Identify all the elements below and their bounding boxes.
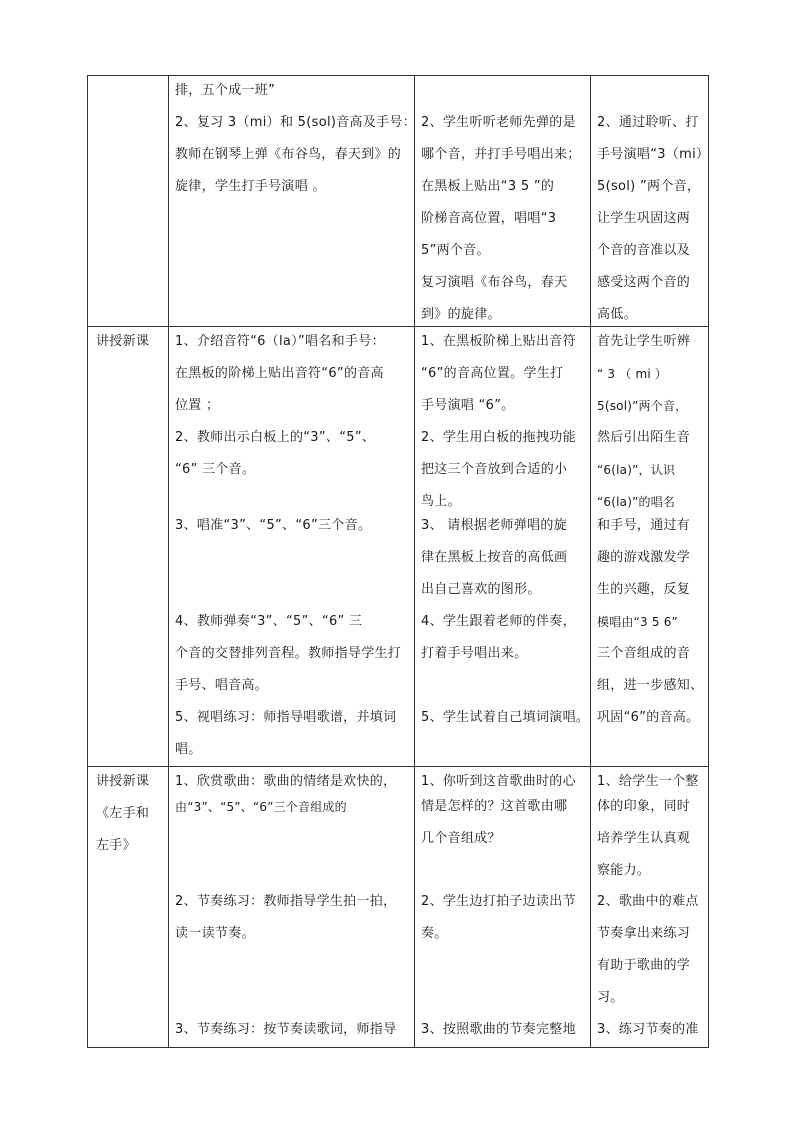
text-line: 在黑板上贴出“3 5 ”的 (421, 179, 555, 194)
table-row (88, 767, 709, 1048)
text-line: 手号、唱音高。 (175, 678, 269, 693)
text-line: 5”两个音。 (421, 243, 490, 258)
text-line: 让学生巩固这两 (597, 211, 691, 226)
text-line: 1、欣赏歌曲：歌曲的情绪是欢快的， (175, 774, 397, 789)
text-line: 由“3”、“5”、“6”三个音组成的 (175, 800, 347, 814)
text-line: 生的兴趣，反复 (597, 582, 691, 597)
text-line: 2、歌曲中的难点 (597, 894, 699, 909)
text-line: 奏。 (421, 926, 448, 941)
text-line: 然后引出陌生音 (597, 430, 691, 445)
design-intent-cell (591, 76, 709, 327)
text-line: 节奏拿出来练习 (597, 926, 691, 941)
text-line: 组，进一步感知、 (597, 678, 704, 693)
text-line: 趣的游戏激发学 (597, 550, 691, 565)
text-line: 5、视唱练习：师指导唱歌谱，并填词 (175, 710, 397, 725)
text-line: 3、练习节奏的准 (597, 1022, 699, 1037)
stage-cell (88, 327, 169, 767)
text-line: 习。 (597, 990, 624, 1005)
text-line: 《左手和 (96, 806, 150, 821)
text-line: 几个音组成？ (421, 831, 501, 846)
text-line: 出自己喜欢的图形。 (421, 582, 541, 597)
text-line: 读一读节奏。 (175, 926, 255, 941)
text-line: 5(sol) ”两个音， (597, 179, 701, 194)
text-line: 高低。 (597, 307, 637, 322)
text-line: 体的印象，同时 (597, 799, 691, 814)
text-line: 律在黑板上按音的高低画 (421, 550, 568, 565)
student-activity-cell (415, 767, 591, 1048)
text-line: 2、复习 3（mi）和 5(sol)音高及手号： (175, 115, 417, 130)
text-line: 培养学生认真观 (597, 831, 691, 846)
table-row (88, 327, 709, 767)
text-line: 1、给学生一个整 (597, 774, 699, 789)
text-line: 3、节奏练习：按节奏读歌词，师指导 (175, 1022, 397, 1037)
stage-cell (88, 767, 169, 1048)
teacher-activity-cell (169, 327, 415, 767)
text-line: 把这三个音放到合适的小 (421, 462, 568, 477)
lesson-plan-table (87, 75, 709, 1048)
text-line: 模唱由“3 5 6” (597, 615, 678, 629)
text-line: 在黑板的阶梯上贴出音符“6”的音高 (175, 366, 384, 381)
text-line: 唱。 (175, 742, 202, 757)
text-line: 2、学生用白板的拖拽功能 (421, 430, 576, 445)
text-line: 情是怎样的？这首歌由哪 (421, 799, 568, 814)
text-line: 打着手号唱出来。 (421, 646, 528, 661)
text-line: 1、介绍音符“6（la）”唱名和手号： (175, 334, 385, 349)
stage-cell (88, 76, 169, 327)
text-line: 手号演唱“3（mi） (597, 147, 710, 162)
table-row (88, 76, 709, 327)
text-line: 和手号，通过有 (597, 518, 691, 533)
text-line: 5、学生试着自己填词演唱。 (421, 710, 590, 725)
text-line: 哪个音，并打手号唱出来； (421, 147, 581, 162)
text-line: 2、通过聆听、打 (597, 115, 699, 130)
text-line: 3、按照歌曲的节奏完整地 (421, 1022, 576, 1037)
text-line: 个音的交替排列音程。教师指导学生打 (175, 646, 402, 661)
text-line: “6” 三个音。 (175, 462, 256, 477)
text-line: 讲授新课 (96, 334, 150, 349)
text-line: 手号演唱 “6”。 (421, 398, 515, 413)
text-line: 阶梯音高位置，唱唱“3 (421, 211, 557, 226)
text-line: 复习演唱《布谷鸟，春天 (421, 275, 568, 290)
teacher-activity-cell (169, 76, 415, 327)
text-line: 首先让学生听辨 (597, 334, 691, 349)
teacher-activity-cell (169, 767, 415, 1048)
text-line: 位置 ； (175, 398, 220, 413)
design-intent-cell (591, 327, 709, 767)
text-line: 3、唱准“3”、“5”、“6”三个音。 (175, 518, 372, 533)
text-line: 到》的旋律。 (421, 307, 501, 322)
text-line: 2、学生边打拍子边读出节 (421, 894, 576, 909)
text-line: 排，五个成一班” (175, 83, 276, 98)
text-line: “6(la)”，认识 (597, 463, 676, 477)
text-line: 旋律，学生打手号演唱 。 (175, 179, 326, 194)
text-line: 三个音组成的音 (597, 646, 691, 661)
text-line: 感受这两个音的 (597, 275, 691, 290)
design-intent-cell (591, 767, 709, 1048)
text-line: 1、你听到这首歌曲时的心 (421, 774, 576, 789)
text-line: 有助于歌曲的学 (597, 958, 691, 973)
text-line: 个音的音准以及 (597, 243, 691, 258)
text-line: 4、教师弹奏“3”、“5”、“6” 三 (175, 614, 363, 629)
text-line: 4、学生跟着老师的伴奏， (421, 614, 576, 629)
text-line: 察能力。 (597, 863, 651, 878)
student-activity-cell (415, 327, 591, 767)
text-line: “6”的音高位置。学生打 (421, 366, 564, 381)
text-line: 1、在黑板阶梯上贴出音符 (421, 334, 576, 349)
text-line: 2、节奏练习：教师指导学生拍一拍， (175, 894, 397, 909)
text-line: 讲授新课 (96, 774, 150, 789)
text-line: 2、教师出示白板上的“3”、“5”、 (175, 430, 376, 445)
text-line: 3、 请根据老师弹唱的旋 (421, 518, 568, 533)
text-line: 5(sol)”两个音， (597, 399, 688, 413)
text-line: “ 3 （ mi ） (597, 367, 668, 381)
student-activity-cell (415, 76, 591, 327)
text-line: “6(la)”的唱名 (597, 495, 676, 509)
text-line: 2、学生听听老师先弹的是 (421, 115, 576, 130)
text-line: 教师在钢琴上弹《布谷鸟，春天到》的 (175, 147, 402, 162)
text-line: 巩固“6”的音高。 (597, 710, 700, 725)
text-line: 鸟上。 (421, 494, 461, 509)
text-line: 左手》 (96, 838, 136, 853)
